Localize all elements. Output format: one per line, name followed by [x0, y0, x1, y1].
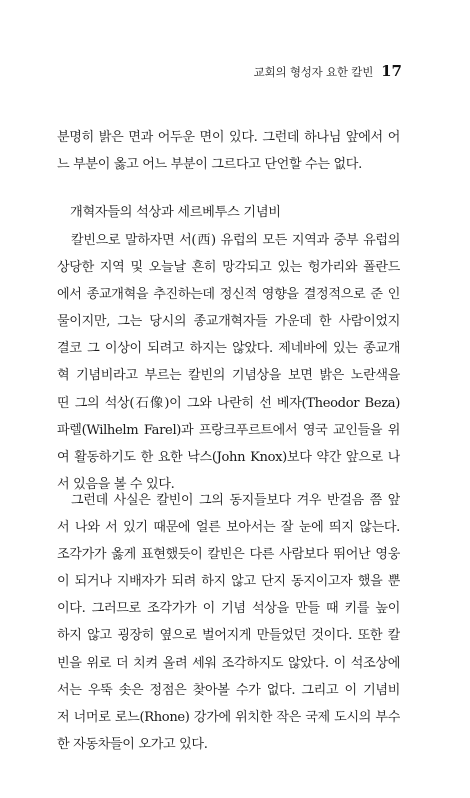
paragraph	[57, 227, 400, 498]
paragraph	[57, 487, 400, 758]
text-line: 조각가가 옳게 표현했듯이 칼빈은 다른 사람보다 뛰어난 영웅	[57, 547, 400, 563]
text-line: 띤 그의 석상(石像)이 그와 나란히 선 베자(Theodor Beza)	[57, 395, 400, 411]
text-line: 서 나와 서 있기 때문에 얼른 보아서는 잘 눈에 띄지 않는다.	[57, 520, 400, 536]
running-title: 교회의 형성자 요한 칼빈	[253, 65, 374, 79]
text-line: 저 너머로 로느(Rhone) 강가에 위치한 작은 국제 도시의 부수	[57, 709, 400, 725]
text-line: 서 있음을 볼 수 있다.	[57, 476, 175, 492]
text-line: 서는 우뚝 솟은 정점은 찾아볼 수가 없다. 그리고 이 기념비	[57, 682, 400, 698]
text-line: 하지 않고 굉장히 옆으로 벌어지게 만들었던 것이다. 또한 칼	[57, 628, 400, 644]
text-line: 물이지만, 그는 당시의 종교개혁자들 가운데 한 사람이었지	[57, 314, 400, 330]
page-number: 17	[381, 62, 402, 80]
text-line: 상당한 지역 및 오늘날 흔히 망각되고 있는 헝가리와 폴란드	[57, 260, 400, 276]
text-line: 그런데 사실은 칼빈이 그의 동지들보다 겨우 반걸음 쯤 앞	[71, 493, 400, 508]
text-line: 여 활동하기도 한 요한 낙스(John Knox)보다 약간 앞으로 나	[57, 449, 400, 465]
section-heading: 개혁자들의 석상과 세르베투스 기념비	[70, 205, 281, 220]
text-line: 분명히 밝은 면과 어두운 면이 있다. 그런데 하나님 앞에서 어	[57, 130, 400, 145]
intro-paragraph	[57, 124, 400, 178]
text-line: 빈을 위로 더 치켜 올려 세워 조각하지도 않았다. 이 석조상에	[57, 655, 400, 671]
text-line: 느 부분이 옳고 어느 부분이 그르다고 단언할 수는 없다.	[57, 157, 362, 173]
text-line: 이 되거나 지배자가 되려 하지 않고 단지 동지이고자 했을 뿐	[57, 574, 400, 590]
text-line: 이다. 그러므로 조각가가 이 기념 석상을 만들 때 키를 높이	[57, 601, 400, 617]
text-line: 파렐(Wilhelm Farel)과 프랑크푸르트에서 영국 교인들을 위	[57, 422, 400, 438]
text-line: 한 자동차들이 오가고 있다.	[57, 736, 208, 752]
running-header	[254, 62, 402, 80]
text-line: 혁 기념비라고 부르는 칼빈의 기념상을 보면 밝은 노란색을	[57, 368, 400, 384]
text-line: 에서 종교개혁을 추진하는데 정신적 영향을 결정적으로 준 인	[57, 287, 400, 303]
text-line: 결코 그 이상이 되려고 하지는 않았다. 제네바에 있는 종교개	[57, 341, 400, 357]
text-line: 칼빈으로 말하자면 서(西) 유럽의 모든 지역과 중부 유럽의	[71, 233, 400, 248]
